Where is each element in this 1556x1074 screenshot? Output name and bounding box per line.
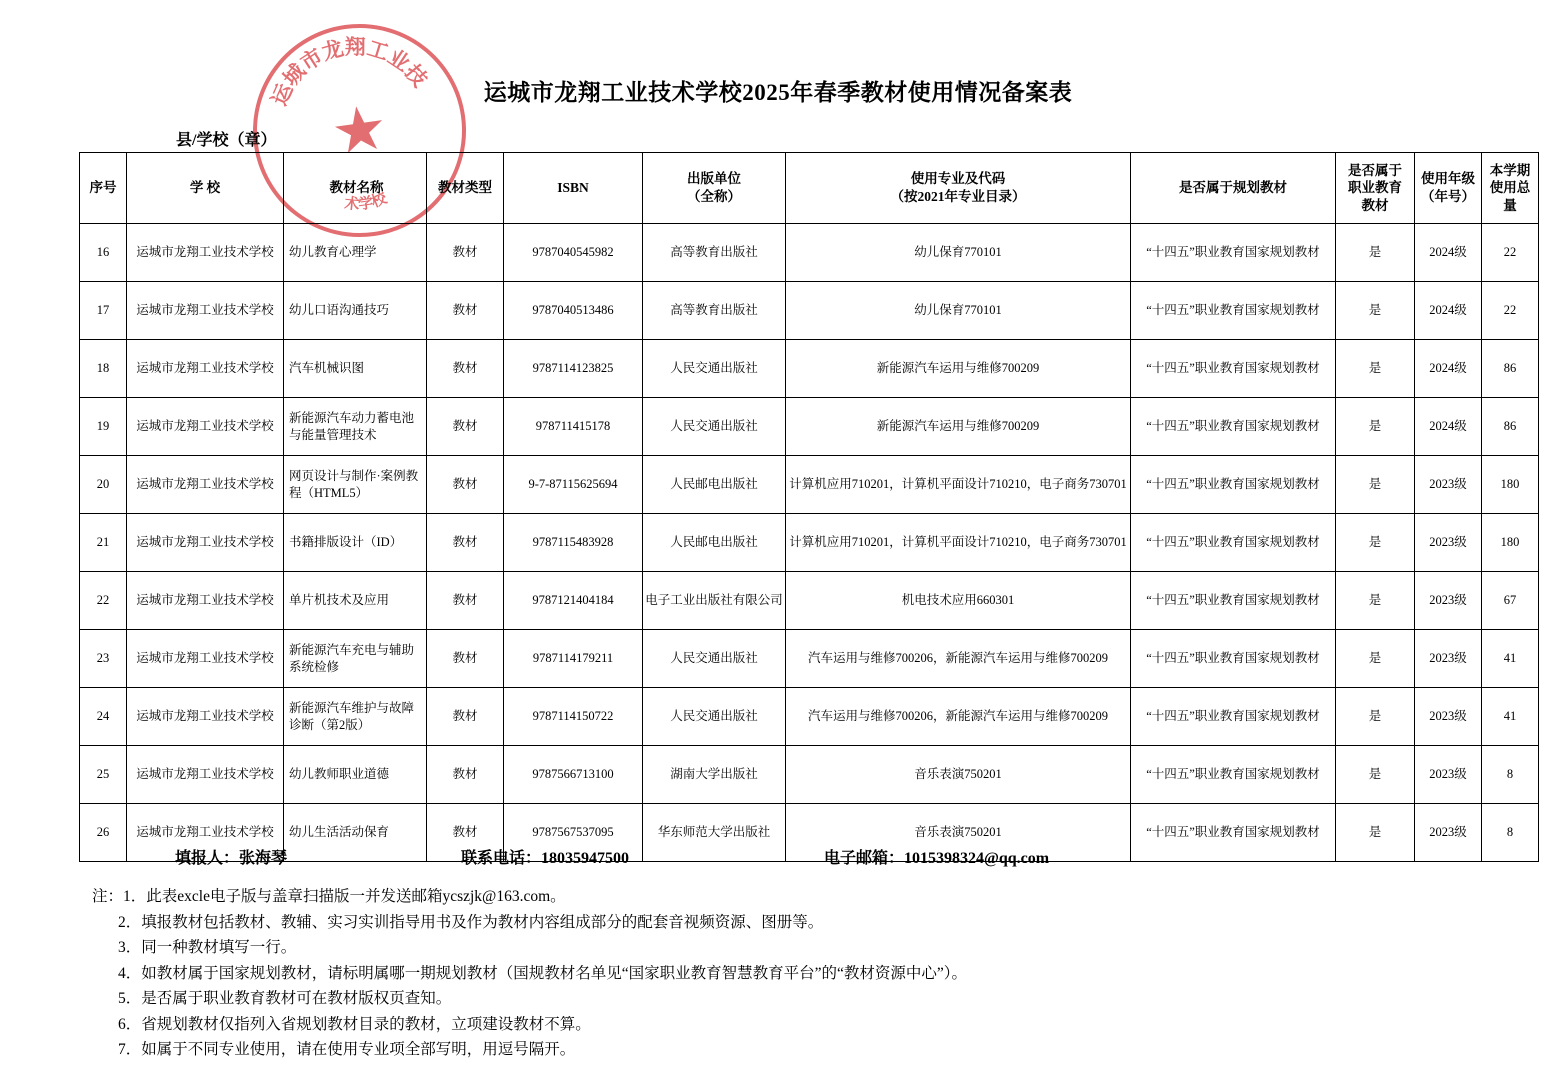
- cell-publisher: 高等教育出版社: [643, 282, 786, 340]
- cell-school: 运城市龙翔工业技术学校: [127, 340, 284, 398]
- note-line: [118, 1012, 1472, 1038]
- cell-isbn: 9787114150722: [504, 688, 643, 746]
- header-vocational: [1336, 153, 1415, 224]
- cell-book-type: 教材: [427, 514, 504, 572]
- cell-book-name: 新能源汽车动力蓄电池与能量管理技术: [284, 398, 427, 456]
- cell-planned: “十四五”职业教育国家规划教材: [1131, 688, 1336, 746]
- note-text: 1．此表excle电子版与盖章扫描版一并发送邮箱ycszjk@163.com。: [123, 888, 566, 905]
- cell-no: 23: [80, 630, 127, 688]
- cell-book-type: 教材: [427, 340, 504, 398]
- table-row: [80, 688, 1539, 746]
- cell-total: 67: [1482, 572, 1539, 630]
- reporter-name: 填报人：张海琴: [175, 850, 288, 867]
- seal-bottom-text-svg: 术学校: [343, 190, 390, 214]
- cell-total: 8: [1482, 746, 1539, 804]
- cell-book-name: 单片机技术及应用: [284, 572, 427, 630]
- table-row: [80, 456, 1539, 514]
- header-no: 序号: [80, 153, 127, 224]
- header-total-line1: 本学期: [1489, 162, 1531, 178]
- cell-book-type: 教材: [427, 224, 504, 282]
- cell-book-name: 汽车机械识图: [284, 340, 427, 398]
- cell-total: 22: [1482, 224, 1539, 282]
- note-text: 3．同一种教材填写一行。: [118, 939, 297, 957]
- cell-major: 幼儿保育770101: [786, 224, 1131, 282]
- cell-vocational: 是: [1336, 398, 1415, 456]
- contact-email: 电子邮箱：1015398324@qq.com: [824, 850, 1050, 867]
- cell-planned: “十四五”职业教育国家规划教材: [1131, 572, 1336, 630]
- header-book-type: 教材类型: [427, 153, 504, 224]
- note-line: [118, 986, 1472, 1012]
- cell-planned: “十四五”职业教育国家规划教材: [1131, 224, 1336, 282]
- contact-phone: 联系电话：18035947500: [461, 850, 630, 867]
- header-publisher-line1: 出版单位: [687, 171, 741, 187]
- cell-total: 22: [1482, 282, 1539, 340]
- cell-planned: “十四五”职业教育国家规划教材: [1131, 514, 1336, 572]
- cell-school: 运城市龙翔工业技术学校: [127, 456, 284, 514]
- header-major: [786, 153, 1131, 224]
- cell-publisher: 湖南大学出版社: [643, 746, 786, 804]
- cell-book-type: 教材: [427, 804, 504, 862]
- cell-publisher: 人民交通出版社: [643, 630, 786, 688]
- table-row: [80, 282, 1539, 340]
- header-major-line1: 使用专业及代码: [910, 171, 1006, 187]
- cell-total: 86: [1482, 398, 1539, 456]
- header-isbn: ISBN: [504, 153, 643, 224]
- school-seal-label: 县/学校（章）: [176, 132, 277, 149]
- cell-grade: 2023级: [1415, 804, 1482, 862]
- cell-isbn: 9787566713100: [504, 746, 643, 804]
- table-row: [80, 804, 1539, 862]
- cell-publisher: 人民交通出版社: [643, 688, 786, 746]
- cell-vocational: 是: [1336, 514, 1415, 572]
- cell-total: 8: [1482, 804, 1539, 862]
- cell-major: 新能源汽车运用与维修700209: [786, 340, 1131, 398]
- header-vocational-line2: 职业教育: [1348, 180, 1402, 196]
- cell-planned: “十四五”职业教育国家规划教材: [1131, 340, 1336, 398]
- cell-isbn: 9787567537095: [504, 804, 643, 862]
- header-vocational-line3: 教材: [1361, 197, 1389, 213]
- cell-book-name: 幼儿教师职业道德: [284, 746, 427, 804]
- table-header: [80, 153, 1539, 224]
- cell-grade: 2024级: [1415, 340, 1482, 398]
- cell-book-type: 教材: [427, 456, 504, 514]
- table-row: [80, 224, 1539, 282]
- cell-major: 计算机应用710201，计算机平面设计710210，电子商务730701: [786, 514, 1131, 572]
- cell-major: 音乐表演750201: [786, 804, 1131, 862]
- header-planned: 是否属于规划教材: [1131, 153, 1336, 224]
- cell-total: 180: [1482, 514, 1539, 572]
- cell-book-type: 教材: [427, 398, 504, 456]
- cell-book-name: 新能源汽车充电与辅助系统检修: [284, 630, 427, 688]
- cell-major: 计算机应用710201，计算机平面设计710210，电子商务730701: [786, 456, 1131, 514]
- cell-publisher: 高等教育出版社: [643, 224, 786, 282]
- textbook-table-wrapper: [79, 152, 1531, 862]
- cell-grade: 2023级: [1415, 630, 1482, 688]
- cell-no: 20: [80, 456, 127, 514]
- cell-isbn: 9787115483928: [504, 514, 643, 572]
- table-row: [80, 340, 1539, 398]
- header-grade-line2: （年号）: [1421, 189, 1475, 204]
- note-line: [92, 884, 1472, 910]
- table-row: [80, 398, 1539, 456]
- cell-vocational: 是: [1336, 688, 1415, 746]
- cell-vocational: 是: [1336, 804, 1415, 862]
- cell-isbn: 9787114123825: [504, 340, 643, 398]
- cell-school: 运城市龙翔工业技术学校: [127, 224, 284, 282]
- cell-book-name: 网页设计与制作·案例教程（HTML5）: [284, 456, 427, 514]
- table-body: [80, 224, 1539, 862]
- cell-book-type: 教材: [427, 630, 504, 688]
- note-line: [118, 910, 1472, 936]
- cell-isbn: 978711415178: [504, 398, 643, 456]
- cell-no: 26: [80, 804, 127, 862]
- note-text: 5．是否属于职业教育教材可在教材版权页查知。: [118, 990, 452, 1008]
- note-line: [118, 935, 1472, 961]
- cell-major: 机电技术应用660301: [786, 572, 1131, 630]
- note-line: [118, 961, 1472, 987]
- cell-school: 运城市龙翔工业技术学校: [127, 630, 284, 688]
- header-school: 学 校: [127, 153, 284, 224]
- seal-top-text-svg: 运城市龙翔工业技: [266, 35, 432, 109]
- cell-publisher: 电子工业出版社有限公司: [643, 572, 786, 630]
- cell-total: 86: [1482, 340, 1539, 398]
- textbook-table: [79, 152, 1539, 862]
- cell-planned: “十四五”职业教育国家规划教材: [1131, 630, 1336, 688]
- cell-vocational: 是: [1336, 224, 1415, 282]
- cell-publisher: 人民交通出版社: [643, 340, 786, 398]
- cell-no: 18: [80, 340, 127, 398]
- page-title: 运城市龙翔工业技术学校2025年春季教材使用情况备案表: [483, 80, 1073, 105]
- header-grade: [1415, 153, 1482, 224]
- cell-no: 19: [80, 398, 127, 456]
- cell-planned: “十四五”职业教育国家规划教材: [1131, 804, 1336, 862]
- header-major-line2: （按2021年专业目录）: [890, 189, 1026, 204]
- cell-grade: 2023级: [1415, 514, 1482, 572]
- cell-grade: 2023级: [1415, 688, 1482, 746]
- cell-vocational: 是: [1336, 746, 1415, 804]
- cell-no: 21: [80, 514, 127, 572]
- note-text: 7．如属于不同专业使用，请在使用专业项全部写明，用逗号隔开。: [118, 1041, 576, 1059]
- cell-no: 17: [80, 282, 127, 340]
- header-publisher-line2: （全称）: [687, 189, 741, 204]
- cell-total: 180: [1482, 456, 1539, 514]
- header-total-line2: 使用总: [1489, 180, 1531, 196]
- cell-publisher: 人民邮电出版社: [643, 514, 786, 572]
- header-total-line3: 量: [1503, 197, 1517, 213]
- note-text: 4．如教材属于国家规划教材，请标明属哪一期规划教材（国规教材名单见“国家职业教育智慧教育平台”的“教材资源中心”）。: [118, 964, 968, 982]
- table-header-row: [80, 153, 1539, 224]
- cell-book-type: 教材: [427, 688, 504, 746]
- cell-no: 25: [80, 746, 127, 804]
- notes-label: 注：: [92, 888, 124, 905]
- cell-planned: “十四五”职业教育国家规划教材: [1131, 456, 1336, 514]
- cell-no: 24: [80, 688, 127, 746]
- cell-school: 运城市龙翔工业技术学校: [127, 572, 284, 630]
- cell-book-name: 新能源汽车维护与故障诊断（第2版）: [284, 688, 427, 746]
- cell-book-type: 教材: [427, 282, 504, 340]
- note-text: 6．省规划教材仅指列入省规划教材目录的教材，立项建设教材不算。: [118, 1015, 591, 1033]
- cell-school: 运城市龙翔工业技术学校: [127, 514, 284, 572]
- cell-no: 16: [80, 224, 127, 282]
- cell-planned: “十四五”职业教育国家规划教材: [1131, 282, 1336, 340]
- cell-isbn: 9787040545982: [504, 224, 643, 282]
- cell-grade: 2024级: [1415, 398, 1482, 456]
- header-book-name: 教材名称: [284, 153, 427, 224]
- cell-vocational: 是: [1336, 630, 1415, 688]
- cell-book-type: 教材: [427, 572, 504, 630]
- cell-school: 运城市龙翔工业技术学校: [127, 804, 284, 862]
- notes-block: [92, 884, 1472, 1063]
- cell-planned: “十四五”职业教育国家规划教材: [1131, 398, 1336, 456]
- note-text: 2．填报教材包括教材、教辅、实习实训指导用书及作为教材内容组成部分的配套音视频资源、图册等。: [118, 913, 824, 931]
- cell-school: 运城市龙翔工业技术学校: [127, 688, 284, 746]
- cell-publisher: 人民交通出版社: [643, 398, 786, 456]
- cell-vocational: 是: [1336, 456, 1415, 514]
- cell-grade: 2023级: [1415, 456, 1482, 514]
- cell-grade: 2023级: [1415, 572, 1482, 630]
- cell-book-name: 幼儿口语沟通技巧: [284, 282, 427, 340]
- cell-school: 运城市龙翔工业技术学校: [127, 282, 284, 340]
- star-icon: ★: [327, 92, 392, 169]
- cell-major: 音乐表演750201: [786, 746, 1131, 804]
- note-line: [118, 1037, 1472, 1063]
- cell-publisher: 华东师范大学出版社: [643, 804, 786, 862]
- cell-isbn: 9787114179211: [504, 630, 643, 688]
- cell-isbn: 9787121404184: [504, 572, 643, 630]
- table-row: [80, 514, 1539, 572]
- cell-major: 汽车运用与维修700206，新能源汽车运用与维修700209: [786, 630, 1131, 688]
- cell-school: 运城市龙翔工业技术学校: [127, 398, 284, 456]
- cell-vocational: 是: [1336, 282, 1415, 340]
- cell-book-type: 教材: [427, 746, 504, 804]
- cell-isbn: 9787040513486: [504, 282, 643, 340]
- cell-grade: 2023级: [1415, 746, 1482, 804]
- cell-publisher: 人民邮电出版社: [643, 456, 786, 514]
- cell-book-name: 幼儿生活活动保育: [284, 804, 427, 862]
- cell-planned: “十四五”职业教育国家规划教材: [1131, 746, 1336, 804]
- cell-total: 41: [1482, 630, 1539, 688]
- cell-vocational: 是: [1336, 572, 1415, 630]
- cell-book-name: 书籍排版设计（ID）: [284, 514, 427, 572]
- table-row: [80, 572, 1539, 630]
- header-publisher: [643, 153, 786, 224]
- cell-book-name: 幼儿教育心理学: [284, 224, 427, 282]
- cell-isbn: 9-7-87115625694: [504, 456, 643, 514]
- header-vocational-line1: 是否属于: [1348, 162, 1402, 178]
- header-total: [1482, 153, 1539, 224]
- table-row: [80, 630, 1539, 688]
- header-grade-line1: 使用年级: [1421, 171, 1475, 187]
- cell-vocational: 是: [1336, 340, 1415, 398]
- cell-grade: 2024级: [1415, 282, 1482, 340]
- cell-total: 41: [1482, 688, 1539, 746]
- cell-grade: 2024级: [1415, 224, 1482, 282]
- cell-major: 汽车运用与维修700206，新能源汽车运用与维修700209: [786, 688, 1131, 746]
- table-row: [80, 746, 1539, 804]
- cell-no: 22: [80, 572, 127, 630]
- cell-school: 运城市龙翔工业技术学校: [127, 746, 284, 804]
- cell-major: 幼儿保育770101: [786, 282, 1131, 340]
- cell-major: 新能源汽车运用与维修700209: [786, 398, 1131, 456]
